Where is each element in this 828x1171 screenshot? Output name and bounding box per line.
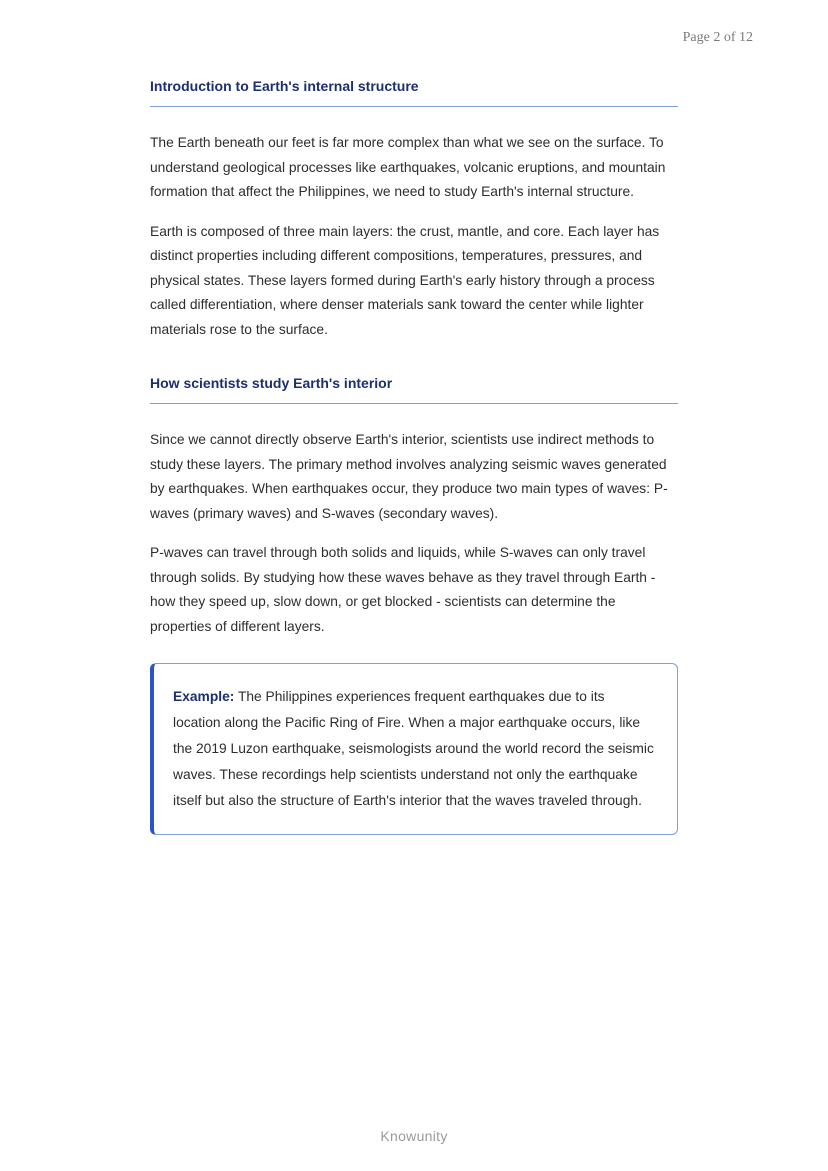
example-label: Example: bbox=[173, 689, 235, 704]
page-number: Page 2 of 12 bbox=[682, 30, 753, 45]
example-text-block bbox=[173, 684, 655, 814]
paragraph: P-waves can travel through both solids and liquids, while S-waves can only travel through solids. By studying how these waves behave as they travel through Earth - how they speed up, slow down, or get blocked - scientists can determine the properties of different layers. bbox=[150, 545, 656, 634]
footer-brand: Knowunity bbox=[380, 1128, 448, 1144]
example-callout bbox=[150, 663, 678, 835]
section-heading-intro: Introduction to Earth's internal structure bbox=[150, 78, 678, 107]
paragraph: The Earth beneath our feet is far more complex than what we see on the surface. To understand geological processes like earthquakes, volcanic eruptions, and mountain formation that affect the Philippines, we need to study Earth's internal structure. bbox=[150, 135, 666, 199]
example-body: The Philippines experiences frequent earthquakes due to its location along the Pacific Ring of Fire. When a major earthquake occurs, like the 2019 Luzon earthquake, seismologists around the world record the seismic waves. These recordings help scientists understand not only the earthquake itself but also the structure of Earth's interior that the waves traveled through. bbox=[173, 689, 654, 808]
paragraph: Earth is composed of three main layers: the crust, mantle, and core. Each layer has distinct properties including different compositions, temperatures, pressures, and physical states. These layers formed during Earth's early history through a process called differentiation, where denser materials sank toward the center while lighter materials rose to the surface. bbox=[150, 223, 660, 337]
paragraph: Since we cannot directly observe Earth's interior, scientists use indirect methods to study these layers. The primary method involves analyzing seismic waves generated by earthquakes. When earthquakes occur, they produce two main types of waves: P-waves (primary waves) and S-waves (secondary waves). bbox=[150, 432, 668, 521]
section-heading-methods: How scientists study Earth's interior bbox=[150, 375, 678, 404]
document-content bbox=[150, 78, 678, 835]
